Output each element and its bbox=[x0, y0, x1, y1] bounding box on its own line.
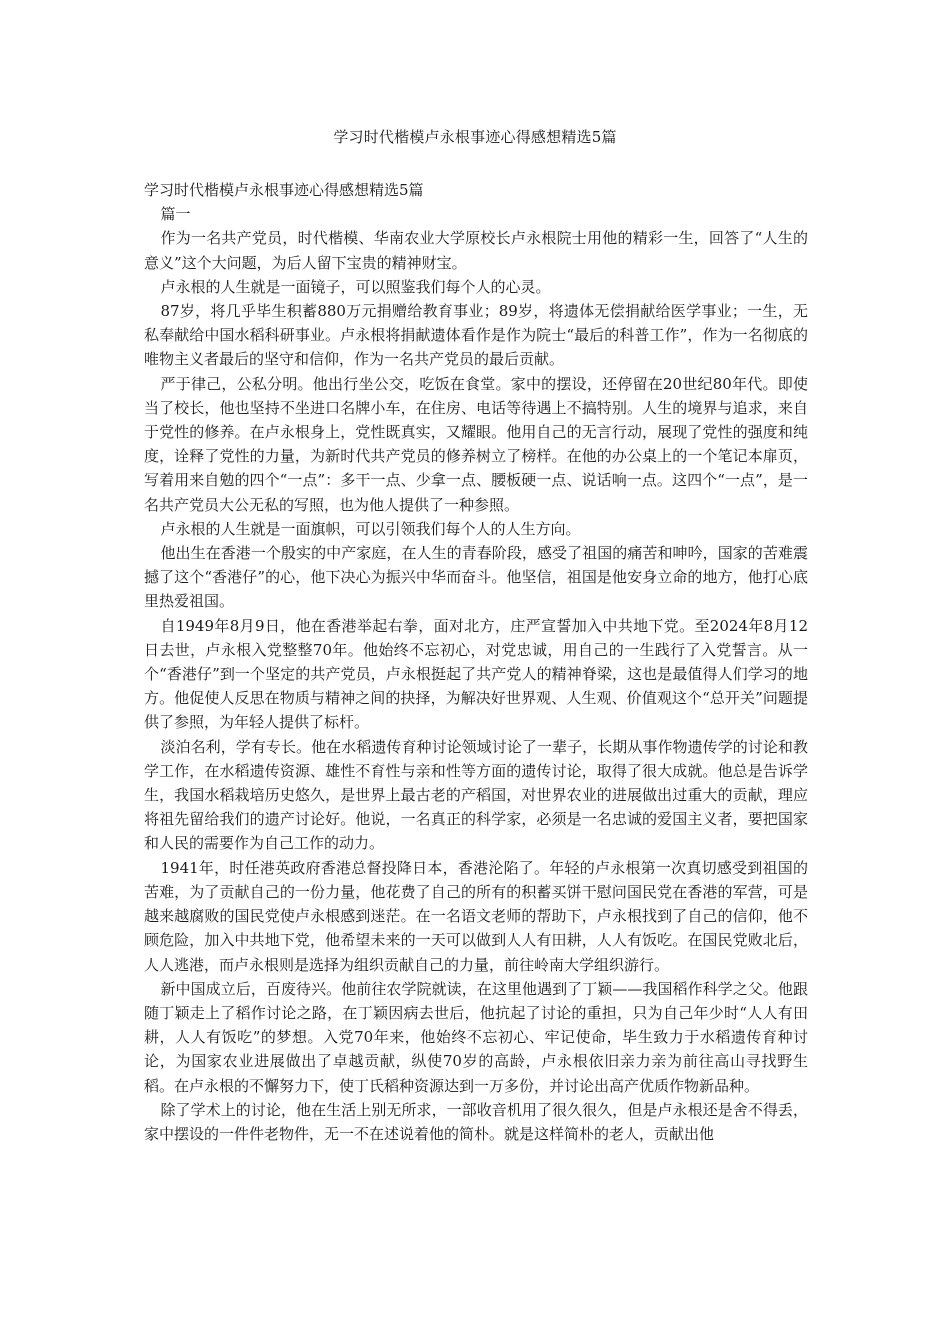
paragraph: 作为一名共产党员，时代楷模、华南农业大学原校长卢永根院士用他的精彩一生，回答了“人生的意义”这个大问题，为后人留下宝贵的精神财宝。 bbox=[144, 229, 808, 272]
paragraph: 自1949年8月9日，他在香港举起右拳，面对北方，庄严宣誓加入中共地下党。至2024年8月12日去世，卢永根入党整整70年。他始终不忘初心，对党忠诚，用自己的一生践行了入党誓言。从一个“香港仔”到一个坚定的共产党员，卢永根挺起了共产党人的精神脊梁，这也是最值得人们学习的地方。他促使人反思在物质与精神之间的抉择，为解决好世界观、人生观、价值观这个“总开关”问题提供了参照，为年轻人提供了标杆。 bbox=[144, 616, 808, 732]
paragraph: 他出生在香港一个殷实的中产家庭，在人生的青春阶段，感受了祖国的痛苦和呻吟，国家的苦难震撼了这个“香港仔”的心，他下决心为振兴中华而奋斗。他坚信，祖国是他安身立命的地方，他打心底里热爱祖国。 bbox=[144, 544, 808, 611]
paragraph: 卢永根的人生就是一面旗帜，可以引领我们每个人的人生方向。 bbox=[160, 519, 581, 538]
paragraph: 严于律己，公私分明。他出行坐公交，吃饭在食堂。家中的摆设，还停留在20世纪80年代。即使当了校长，他也坚持不坐进口名牌小车，在住房、电话等待遇上不搞特别。人生的境界与追求，来自于党性的修养。在卢永根身上，党性既真实，又耀眼。他用自己的无言行动，展现了党性的强度和纯度，诠释了党性的力量，为新时代共产党员的修养树立了榜样。在他的办公桌上的一个笔记本扉页，写着用来自勉的四个“一点”：多干一点、少拿一点、腰板硬一点、说话响一点。这四个“一点”，是一名共产党员大公无私的写照，也为他人提供了一种参照。 bbox=[144, 374, 808, 514]
paragraph: 1941年，时任港英政府香港总督投降日本，香港沦陷了。年轻的卢永根第一次真切感受到祖国的苦难，为了贡献自己的一份力量，他花费了自己的所有的积蓄买饼干慰问国民党在香港的军营，可是越来越腐败的国民党使卢永根感到迷茫。在一名语文老师的帮助下，卢永根找到了自己的信仰，他不顾危险，加入中共地下党，他希望未来的一天可以做到人人有田耕，人人有饭吃。在国民党败北后，人人逃港，而卢永根则是选择为组织贡献自己的力量，前往岭南大学组织游行。 bbox=[144, 858, 808, 974]
document-title: 学习时代楷模卢永根事迹心得感想精选5篇 bbox=[333, 128, 617, 146]
paragraph: 新中国成立后，百废待兴。他前往农学院就读，在这里他遇到了丁颖——我国稻作科学之父。他跟随丁颖走上了稻作讨论之路，在丁颖因病去世后，他抗起了讨论的重担，只为自己年少时“人人有田耕，人人有饭吃”的梦想。入党70年来，他始终不忘初心、牢记使命，毕生致力于水稻遗传育种讨论，为国家农业进展做出了卓越贡献，纵使70岁的高龄，卢永根依旧亲力亲为前往高山寻找野生稻。在卢永根的不懈努力下，使丁氏稻种资源达到一万多份，并讨论出高产优质作物新品种。 bbox=[144, 979, 808, 1095]
paragraph: 87岁，将几乎毕生积蓄880万元捐赠给教育事业；89岁，将遗体无偿捐献给医学事业；一生，无私奉献给中国水稻科研事业。卢永根将捐献遗体看作是作为院士“最后的科普工作”，作为一名彻底的唯物主义者最后的坚守和信仰，作为一名共产党员的最后贡献。 bbox=[144, 302, 808, 369]
paragraph: 淡泊名利，学有专长。他在水稻遗传育种讨论领域讨论了一辈子，长期从事作物遗传学的讨论和教学工作，在水稻遗传资源、雄性不育性与亲和性等方面的遗传讨论，取得了很大成就。他总是告诉学生，我国水稻栽培历史悠久，是世界上最古老的产稻国，对世界农业的进展做出过重大的贡献，理应将祖先留给我们的遗产讨论好。他说，一名真正的科学家，必须是一名忠诚的爱国主义者，要把国家和人民的需要作为自己工作的动力。 bbox=[144, 737, 808, 853]
section-label: 篇一 bbox=[160, 205, 191, 224]
document-body bbox=[144, 178, 808, 1146]
document-subtitle: 学习时代楷模卢永根事迹心得感想精选5篇 bbox=[144, 181, 424, 199]
paragraph: 卢永根的人生就是一面镜子，可以照鉴我们每个人的心灵。 bbox=[160, 277, 551, 296]
paragraph: 除了学术上的讨论，他在生活上别无所求，一部收音机用了很久很久，但是卢永根还是舍不得丢，家中摆设的一件件老物件，无一不在述说着他的简朴。就是这样简朴的老人，贡献出他 bbox=[144, 1100, 808, 1143]
